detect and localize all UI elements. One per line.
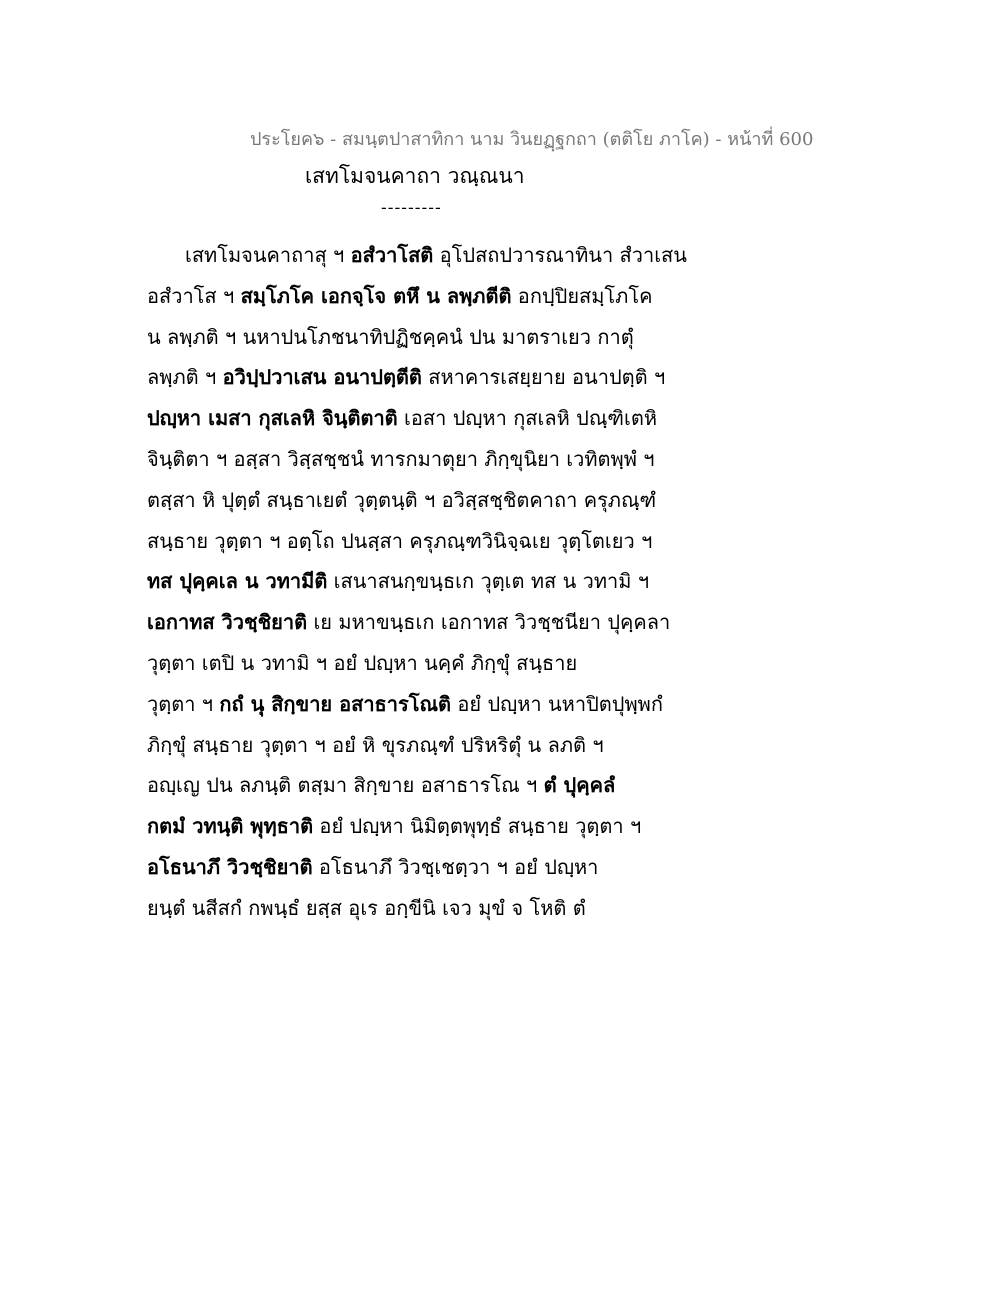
text-line bbox=[147, 809, 687, 850]
text-line bbox=[147, 891, 687, 932]
text-line bbox=[147, 646, 687, 687]
text-line bbox=[147, 728, 687, 769]
text-line bbox=[147, 279, 687, 320]
text-segment: เอสา ปญฺหา กุสเลหิ ปณฺฑิเตหิ bbox=[397, 406, 658, 431]
body-text bbox=[147, 238, 687, 932]
bold-phrase: เอกาทส วิวชฺชิยาติ bbox=[147, 610, 308, 635]
text-segment: เสทโมจนคาถาสุ ฯ bbox=[185, 243, 351, 267]
text-line bbox=[147, 524, 687, 565]
bold-phrase: อวิปฺปวาเสน อนาปตฺตีติ bbox=[222, 365, 422, 390]
text-line bbox=[147, 238, 687, 279]
text-segment: เย มหาขนฺธเก เอกาทส วิวชฺชนียา ปุคฺคลา bbox=[307, 610, 671, 635]
section-divider: --------- bbox=[381, 198, 442, 218]
bold-phrase: อโธนาภึ วิวชฺชิยาติ bbox=[147, 854, 313, 879]
text-segment: น ลพฺภติ ฯ นหาปนโภชนาทิปฏิชคฺคนํ ปน มาตราเยว กาตุํ bbox=[147, 324, 634, 349]
bold-phrase: ตํ ปุคฺคลํ bbox=[543, 773, 616, 798]
text-line bbox=[147, 687, 687, 728]
text-segment: จินฺติตา ฯ อสฺสา วิสฺสชฺชนํ ทารกมาตุยา ภิกฺขุนิยา เวทิตพฺพํ ฯ bbox=[147, 446, 655, 471]
text-line bbox=[147, 442, 687, 483]
bold-phrase: กถํ นุ สิกฺขาย อสาธารโณติ bbox=[219, 691, 452, 716]
text-line bbox=[147, 320, 687, 361]
text-line bbox=[147, 850, 687, 891]
bold-phrase: อสํวาโสติ bbox=[350, 243, 434, 267]
text-segment: อยํ ปญฺหา นหาปิตปุพฺพกํ bbox=[451, 691, 663, 716]
text-segment: อกปฺปิยสมฺโภโค bbox=[511, 283, 653, 308]
text-segment: อโธนาภึ วิวชฺเชตฺวา ฯ อยํ ปญฺหา bbox=[312, 854, 599, 879]
text-segment: ยนฺตํ นสีสกํ กพนฺธํ ยสฺส อุเร อกฺขีนิ เจว มุขํ จ โหติ ตํ bbox=[147, 895, 586, 920]
text-line bbox=[147, 605, 687, 646]
text-segment: สหาคารเสยฺยาย อนาปตฺติ ฯ bbox=[421, 365, 666, 390]
text-line bbox=[147, 768, 687, 809]
text-segment: อยํ ปญฺหา นิมิตฺตพุทฺธํ สนฺธาย วุตฺตา ฯ bbox=[313, 814, 642, 839]
text-segment: อุโปสถปวารณาทินา สํวาเสน bbox=[433, 243, 687, 267]
text-segment: เสนาสนกฺขนฺธเก วุตฺเต ทส น วทามิ ฯ bbox=[327, 569, 650, 594]
text-segment: ภิกฺขุํ สนฺธาย วุตฺตา ฯ อยํ หิ ขุรภณฺฑํ ปริหริตุํ น ลภติ ฯ bbox=[147, 732, 604, 757]
text-line bbox=[147, 483, 687, 524]
text-segment: วุตฺตา เตปิ น วทามิ ฯ อยํ ปญฺหา นคฺคํ ภิกฺขุํ สนฺธาย bbox=[147, 650, 578, 675]
text-segment: ตสฺสา หิ ปุตฺตํ สนฺธาเยตํ วุตฺตนฺติ ฯ อวิสฺสชฺชิตคาถา ครุภณฺฑํ bbox=[147, 487, 657, 512]
text-segment: สนฺธาย วุตฺตา ฯ อตฺโถ ปนสฺสา ครุภณฺฑวินิจฺฉเย วุตฺโตเยว ฯ bbox=[147, 528, 653, 553]
running-header: ประโยค๖ - สมนฺตปาสาทิกา นาม วินยฏฺฐกถา (ตติโย ภาโค) - หน้าที่ 600 bbox=[250, 129, 814, 150]
bold-phrase: ทส ปุคฺคเล น วทามีติ bbox=[147, 569, 328, 594]
text-segment: วุตฺตา ฯ bbox=[147, 691, 220, 716]
text-segment: อสํวาโส ฯ bbox=[147, 283, 241, 308]
text-line bbox=[147, 360, 687, 401]
section-title: เสทโมจนคาถา วณฺณนา bbox=[305, 164, 525, 188]
bold-phrase: ปญฺหา เมสา กุสเลหิ จินฺติตาติ bbox=[147, 406, 398, 431]
text-segment: ลพฺภติ ฯ bbox=[147, 365, 223, 390]
text-line bbox=[147, 401, 687, 442]
text-line bbox=[147, 564, 687, 605]
bold-phrase: กตมํ วทนฺติ พุทฺธาติ bbox=[147, 814, 314, 839]
bold-phrase: สมฺโภโค เอกจฺโจ ตหึ น ลพฺภตีติ bbox=[240, 283, 512, 308]
text-segment: อญฺเญ ปน ลภนฺติ ตสฺมา สิกฺขาย อสาธารโณ ฯ bbox=[147, 773, 544, 798]
